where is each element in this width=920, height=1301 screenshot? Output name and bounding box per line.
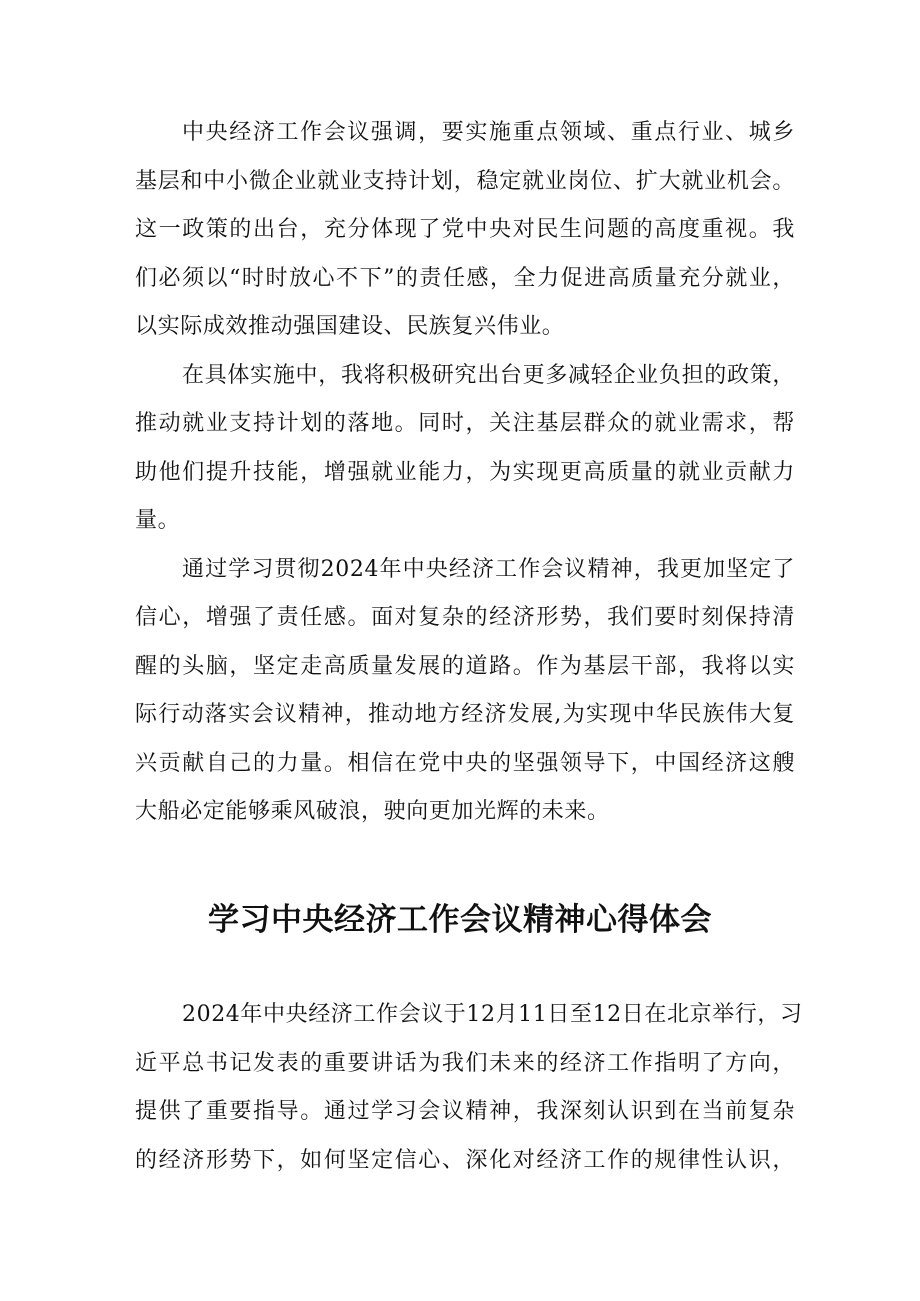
text-line: 中央经济工作会议强调，要实施重点领域、重点行业、城乡 xyxy=(182,120,795,145)
text-line: 信心，增强了责任感。面对复杂的经济形势，我们要时刻保持清 xyxy=(135,605,795,630)
text-line: 际行动落实会议精神，推动地方经济发展,为实现中华民族伟大复 xyxy=(135,702,795,727)
paragraph-conclusion xyxy=(135,546,795,837)
text-line: 量。 xyxy=(135,508,181,533)
article-body-top xyxy=(135,109,795,837)
text-line: 兴贡献自己的力量。相信在党中央的坚强领导下，中国经济这艘 xyxy=(135,750,795,776)
text-line: 这一政策的出台，充分体现了党中央对民生问题的高度重视。我 xyxy=(135,217,795,242)
text-line: 推动就业支持计划的落地。同时，关注基层群众的就业需求，帮 xyxy=(135,411,795,436)
paragraph-employment-plan xyxy=(135,109,795,352)
text-line: 助他们提升技能，增强就业能力，为实现更高质量的就业贡献力 xyxy=(135,459,795,485)
text-line: 们必须以“时时放心不下”的责任感，全力促进高质量充分就业， xyxy=(135,265,795,291)
text-line: 通过学习贯彻2024年中央经济工作会议精神，我更加坚定了 xyxy=(182,556,795,582)
text-line: 近平总书记发表的重要讲话为我们未来的经济工作指明了方向， xyxy=(135,1050,795,1076)
paragraph-implementation xyxy=(135,352,795,546)
text-line: 2024年中央经济工作会议于12月11日至12日在北京举行，习 xyxy=(182,1002,803,1027)
article-title: 学习中央经济工作会议精神心得体会 xyxy=(208,902,712,938)
text-line: 的经济形势下，如何坚定信心、深化对经济工作的规律性认识， xyxy=(135,1147,795,1173)
paragraph-conference-intro xyxy=(135,991,803,1185)
article-body-bottom xyxy=(135,991,803,1185)
text-line: 提供了重要指导。通过学习会议精神，我深刻认识到在当前复杂 xyxy=(135,1099,795,1124)
text-line: 醒的头脑，坚定走高质量发展的道路。作为基层干部，我将以实 xyxy=(135,653,795,679)
text-line: 以实际成效推动强国建设、民族复兴伟业。 xyxy=(135,314,565,339)
text-line: 在具体实施中，我将积极研究出台更多减轻企业负担的政策， xyxy=(182,362,795,388)
text-line: 基层和中小微企业就业支持计划，稳定就业岗位、扩大就业机会。 xyxy=(135,168,795,194)
text-line: 大船必定能够乘风破浪，驶向更加光辉的未来。 xyxy=(135,799,610,824)
